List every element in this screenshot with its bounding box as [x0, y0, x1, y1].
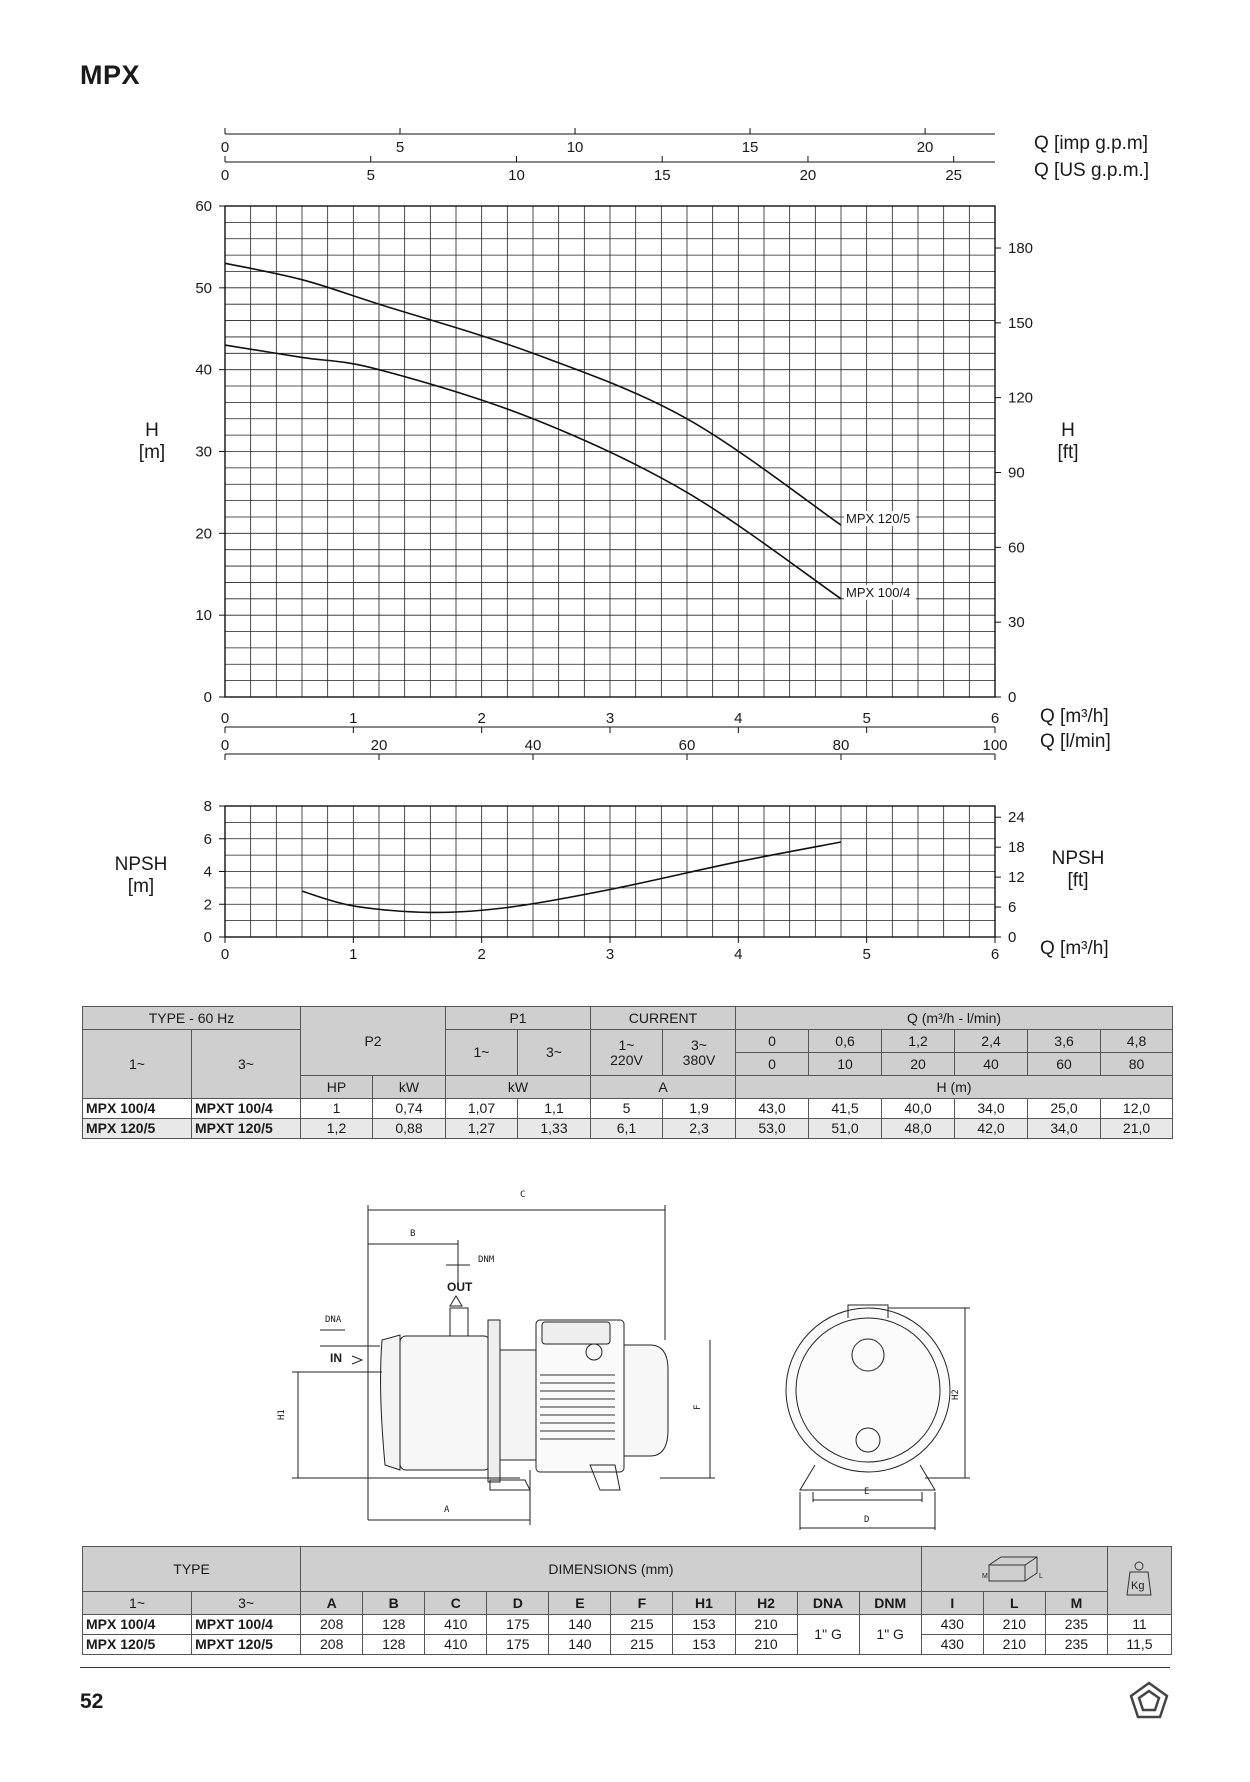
- tick-label: 50: [195, 279, 212, 297]
- dim-col-header: L: [983, 1592, 1045, 1615]
- dim-value: 215: [611, 1635, 673, 1655]
- tick-label: 30: [195, 443, 212, 461]
- outlet-pipe: [450, 1308, 468, 1338]
- dna-value: 1" G: [797, 1615, 859, 1655]
- curve-label: MPX 120/5: [846, 511, 911, 527]
- axis-label-h-ft-1: H: [1061, 420, 1075, 441]
- dim-label-h1: H1: [277, 1409, 287, 1420]
- p1-3ph-value: 1,33: [518, 1119, 591, 1139]
- tick-label: 15: [653, 167, 671, 184]
- terminal-box: [542, 1322, 610, 1344]
- dim-value: 128: [363, 1615, 425, 1635]
- packaging-icon: [921, 1547, 1107, 1592]
- pack-value: 210: [983, 1615, 1045, 1635]
- q-header: Q (m³/h - l/min): [736, 1007, 1173, 1030]
- p1-1ph-value: 1,07: [446, 1099, 518, 1119]
- dim-label-f: F: [693, 1404, 703, 1410]
- footer-divider: [80, 1667, 1170, 1668]
- dim-col-header: H1: [673, 1592, 735, 1615]
- outlet-label: OUT: [447, 1280, 473, 1294]
- current-header: CURRENT: [591, 1007, 736, 1030]
- table-row: [83, 1615, 1172, 1635]
- p1-kw-header: kW: [446, 1076, 591, 1099]
- tick-label: 2: [477, 710, 486, 727]
- head-value: 40,0: [882, 1099, 955, 1119]
- pump-adapter: [500, 1350, 536, 1460]
- q-lmin-cell: 60: [1028, 1053, 1101, 1076]
- dim-value: 208: [301, 1635, 363, 1655]
- table-row: [83, 1119, 1173, 1139]
- inlet-arrow-icon: [352, 1356, 362, 1364]
- head-value: 34,0: [1028, 1119, 1101, 1139]
- amp-1ph-value: 5: [591, 1099, 663, 1119]
- q-m3h-cell: 0: [736, 1030, 809, 1053]
- dim-value: 140: [549, 1615, 611, 1635]
- axis-label-npsh-m-2: [m]: [127, 876, 155, 897]
- dim-value: 140: [549, 1635, 611, 1655]
- tick-label: 18: [1008, 839, 1025, 857]
- tick-label: 40: [524, 737, 542, 754]
- tick-label: 6: [203, 830, 212, 848]
- tick-label: 20: [370, 737, 388, 754]
- package-label-m: M: [982, 1572, 989, 1580]
- dim-value: 153: [673, 1635, 735, 1655]
- tick-label: 0: [1008, 929, 1017, 946]
- hp-header: HP: [301, 1076, 373, 1099]
- tick-label: 6: [990, 710, 1000, 727]
- axis-label-npsh-q: Q [m³/h]: [1040, 938, 1109, 959]
- tick-label: 5: [862, 946, 871, 963]
- amp-header: A: [591, 1076, 736, 1099]
- tick-label: 1: [349, 946, 358, 963]
- q-m3h-cell: 0,6: [809, 1030, 882, 1053]
- head-value: 43,0: [736, 1099, 809, 1119]
- tick-label: 0: [203, 929, 212, 946]
- dim-value: 175: [487, 1615, 549, 1635]
- axis-label-lmin: Q [l/min]: [1040, 731, 1111, 752]
- dnm-value: 1" G: [859, 1615, 921, 1655]
- weight-header: [1107, 1547, 1171, 1615]
- tick-label: 4: [734, 710, 743, 727]
- type-3ph-header: 3~: [192, 1030, 301, 1099]
- q-m3h-cell: 1,2: [882, 1030, 955, 1053]
- model-1ph: MPX 100/4: [83, 1099, 192, 1119]
- dim-label-a: A: [444, 1505, 450, 1515]
- dimensions-table: [82, 1546, 1172, 1655]
- dim-dimensions-header: DIMENSIONS (mm): [301, 1547, 922, 1592]
- q-lmin-cell: 0: [736, 1053, 809, 1076]
- package-label-l: L: [1039, 1572, 1044, 1580]
- tick-label: 30: [1008, 614, 1025, 632]
- pack-value: 430: [921, 1635, 983, 1655]
- hp-value: 1: [301, 1099, 373, 1119]
- dim-value: 210: [735, 1615, 797, 1635]
- head-m-header: H (m): [736, 1076, 1173, 1099]
- dim-col-header: A: [301, 1592, 363, 1615]
- tick-label: 60: [195, 198, 212, 215]
- type-1ph-header: 1~: [83, 1030, 192, 1099]
- table-row: [83, 1635, 1172, 1655]
- dim-col-header: F: [611, 1592, 673, 1615]
- model-3ph: MPXT 100/4: [192, 1099, 301, 1119]
- pack-value: 235: [1045, 1635, 1107, 1655]
- model-3ph: MPXT 100/4: [192, 1615, 301, 1635]
- axis-label-h-m-2: [m]: [138, 442, 166, 463]
- npsh-chart-grid: [225, 806, 995, 937]
- dim-col-header: I: [921, 1592, 983, 1615]
- tick-label: 2: [477, 946, 486, 963]
- tick-label: 6: [990, 946, 1000, 963]
- weight-icon-text: Kg: [1131, 1580, 1145, 1592]
- tick-label: 90: [1008, 464, 1025, 482]
- tick-label: 5: [366, 167, 375, 184]
- dim-label-c: C: [520, 1190, 526, 1200]
- package-box-icon: [979, 1551, 1049, 1585]
- axis-label-m3h: Q [m³/h]: [1040, 706, 1109, 727]
- model-1ph: MPX 120/5: [83, 1119, 192, 1139]
- dim-col-header: DNM: [859, 1592, 921, 1615]
- head-value: 53,0: [736, 1119, 809, 1139]
- dim-col-header: E: [549, 1592, 611, 1615]
- p2-header: P2: [301, 1007, 446, 1076]
- p1-3ph-header: 3~: [518, 1030, 591, 1076]
- tick-label: 1: [349, 710, 358, 727]
- tick-label: 3: [605, 946, 615, 963]
- tick-label: 20: [916, 139, 934, 156]
- tick-label: 0: [220, 167, 230, 184]
- brand-logo-icon: [1128, 1680, 1170, 1722]
- tick-label: 0: [220, 946, 230, 963]
- dim-value: 153: [673, 1615, 735, 1635]
- dim-value: 410: [425, 1615, 487, 1635]
- head-chart: [0, 100, 1250, 880]
- model-3ph: MPXT 120/5: [192, 1119, 301, 1139]
- kw-value: 0,74: [373, 1099, 446, 1119]
- kw-header: kW: [373, 1076, 446, 1099]
- head-value: 25,0: [1028, 1099, 1101, 1119]
- head-value: 41,5: [809, 1099, 882, 1119]
- dim-label-b: B: [410, 1229, 416, 1239]
- tick-label: 40: [195, 361, 212, 379]
- dim-col-header: M: [1045, 1592, 1107, 1615]
- axis-label-h-ft-2: [ft]: [1057, 442, 1079, 463]
- current-1ph-header: 1~ 220V: [591, 1030, 663, 1076]
- dim-1ph-header: 1~: [83, 1592, 192, 1615]
- outlet-arrow-icon: [450, 1296, 462, 1306]
- head-value: 12,0: [1101, 1099, 1173, 1119]
- axis-label-npsh-ft-2: [ft]: [1067, 870, 1089, 891]
- model-1ph: MPX 100/4: [83, 1615, 192, 1635]
- tick-label: 10: [566, 139, 584, 156]
- tick-label: 2: [203, 896, 212, 914]
- dim-col-header: D: [487, 1592, 549, 1615]
- tick-label: 25: [945, 167, 963, 184]
- dim-type-header: TYPE: [83, 1547, 301, 1592]
- table-row: [83, 1099, 1173, 1119]
- dim-value: 175: [487, 1635, 549, 1655]
- tick-label: 4: [203, 863, 212, 881]
- pump-casing: [400, 1336, 490, 1470]
- pump-flange: [488, 1320, 500, 1482]
- dim-col-header: DNA: [797, 1592, 859, 1615]
- axis-label-us-gpm: Q [US g.p.m.]: [1034, 160, 1150, 181]
- tick-label: 5: [862, 710, 871, 727]
- head-chart-ticks: [195, 128, 1033, 760]
- amp-1ph-value: 6,1: [591, 1119, 663, 1139]
- tick-label: 60: [678, 737, 696, 754]
- weight-value: 11: [1107, 1615, 1171, 1635]
- dim-label-dnm: DNM: [478, 1255, 495, 1265]
- amp-3ph-value: 1,9: [663, 1099, 736, 1119]
- kw-value: 0,88: [373, 1119, 446, 1139]
- model-1ph: MPX 120/5: [83, 1635, 192, 1655]
- tick-label: 0: [220, 710, 230, 727]
- pack-value: 235: [1045, 1615, 1107, 1635]
- p1-1ph-value: 1,27: [446, 1119, 518, 1139]
- dim-label-e: E: [864, 1487, 870, 1497]
- dim-label-dna: DNA: [325, 1315, 342, 1325]
- head-value: 42,0: [955, 1119, 1028, 1139]
- tick-label: 180: [1008, 240, 1034, 258]
- tick-label: 5: [395, 139, 405, 156]
- q-m3h-cell: 2,4: [955, 1030, 1028, 1053]
- tick-label: 10: [508, 167, 525, 184]
- tick-label: 120: [1008, 389, 1034, 407]
- tick-label: 0: [1008, 689, 1017, 706]
- tick-label: 20: [195, 525, 212, 543]
- dim-3ph-header: 3~: [192, 1592, 301, 1615]
- q-lmin-cell: 40: [955, 1053, 1028, 1076]
- weight-value: 11,5: [1107, 1635, 1171, 1655]
- page-number: 52: [80, 1690, 104, 1713]
- head-value: 21,0: [1101, 1119, 1173, 1139]
- tick-label: 80: [832, 737, 850, 754]
- current-3ph-header: 3~ 380V: [663, 1030, 736, 1076]
- dim-col-header: C: [425, 1592, 487, 1615]
- axis-label-imp-gpm: Q [imp g.p.m]: [1034, 133, 1149, 154]
- q-m3h-cell: 3,6: [1028, 1030, 1101, 1053]
- fan-cover: [624, 1345, 668, 1456]
- tick-label: 4: [734, 946, 743, 963]
- tick-label: 0: [220, 139, 230, 156]
- pack-value: 210: [983, 1635, 1045, 1655]
- pump-volute-front: [381, 1335, 400, 1470]
- pump-dimension-drawing: [0, 1180, 1250, 1540]
- axis-label-npsh-m-1: NPSH: [114, 854, 168, 875]
- p1-1ph-header: 1~: [446, 1030, 518, 1076]
- amp-3ph-value: 2,3: [663, 1119, 736, 1139]
- tick-label: 24: [1008, 809, 1025, 827]
- q-m3h-cell: 4,8: [1101, 1030, 1173, 1053]
- hp-value: 1,2: [301, 1119, 373, 1139]
- head-value: 48,0: [882, 1119, 955, 1139]
- npsh-chart: [0, 790, 1250, 965]
- head-value: 34,0: [955, 1099, 1028, 1119]
- axis-label-h-m-1: H: [145, 420, 159, 441]
- dim-col-header: H2: [735, 1592, 797, 1615]
- p1-header: P1: [446, 1007, 591, 1030]
- axis-label-npsh-ft-1: NPSH: [1051, 848, 1105, 869]
- curve-npsh: [302, 842, 841, 912]
- dim-label-d: D: [864, 1515, 870, 1525]
- q-lmin-cell: 80: [1101, 1053, 1173, 1076]
- dim-value: 215: [611, 1615, 673, 1635]
- npsh-chart-curves: [302, 842, 841, 912]
- weight-icon: [1124, 1559, 1154, 1599]
- dim-col-header: B: [363, 1592, 425, 1615]
- tick-label: 60: [1008, 539, 1025, 557]
- dim-label-h2: H2: [951, 1389, 961, 1400]
- tick-label: 100: [982, 737, 1008, 754]
- end-view-housing: [786, 1308, 950, 1472]
- pack-value: 430: [921, 1615, 983, 1635]
- type-60hz-header: TYPE - 60 Hz: [83, 1007, 301, 1030]
- inlet-label: IN: [330, 1351, 342, 1365]
- tick-label: 10: [195, 607, 212, 625]
- tick-label: 0: [220, 737, 230, 754]
- tick-label: 20: [799, 167, 817, 184]
- dim-value: 128: [363, 1635, 425, 1655]
- tick-label: 3: [605, 710, 615, 727]
- curve-label: MPX 100/4: [846, 584, 911, 600]
- tick-label: 0: [203, 689, 212, 706]
- tick-label: 150: [1008, 314, 1034, 332]
- performance-table: [82, 1006, 1173, 1139]
- head-value: 51,0: [809, 1119, 882, 1139]
- q-lmin-cell: 20: [882, 1053, 955, 1076]
- tick-label: 8: [203, 798, 212, 815]
- dim-value: 210: [735, 1635, 797, 1655]
- page-title: MPX: [80, 60, 141, 90]
- tick-label: 15: [741, 139, 759, 156]
- tick-label: 12: [1008, 869, 1025, 887]
- q-lmin-cell: 10: [809, 1053, 882, 1076]
- model-3ph: MPXT 120/5: [192, 1635, 301, 1655]
- tick-label: 6: [1008, 899, 1017, 917]
- p1-3ph-value: 1,1: [518, 1099, 591, 1119]
- dim-value: 208: [301, 1615, 363, 1635]
- dim-value: 410: [425, 1635, 487, 1655]
